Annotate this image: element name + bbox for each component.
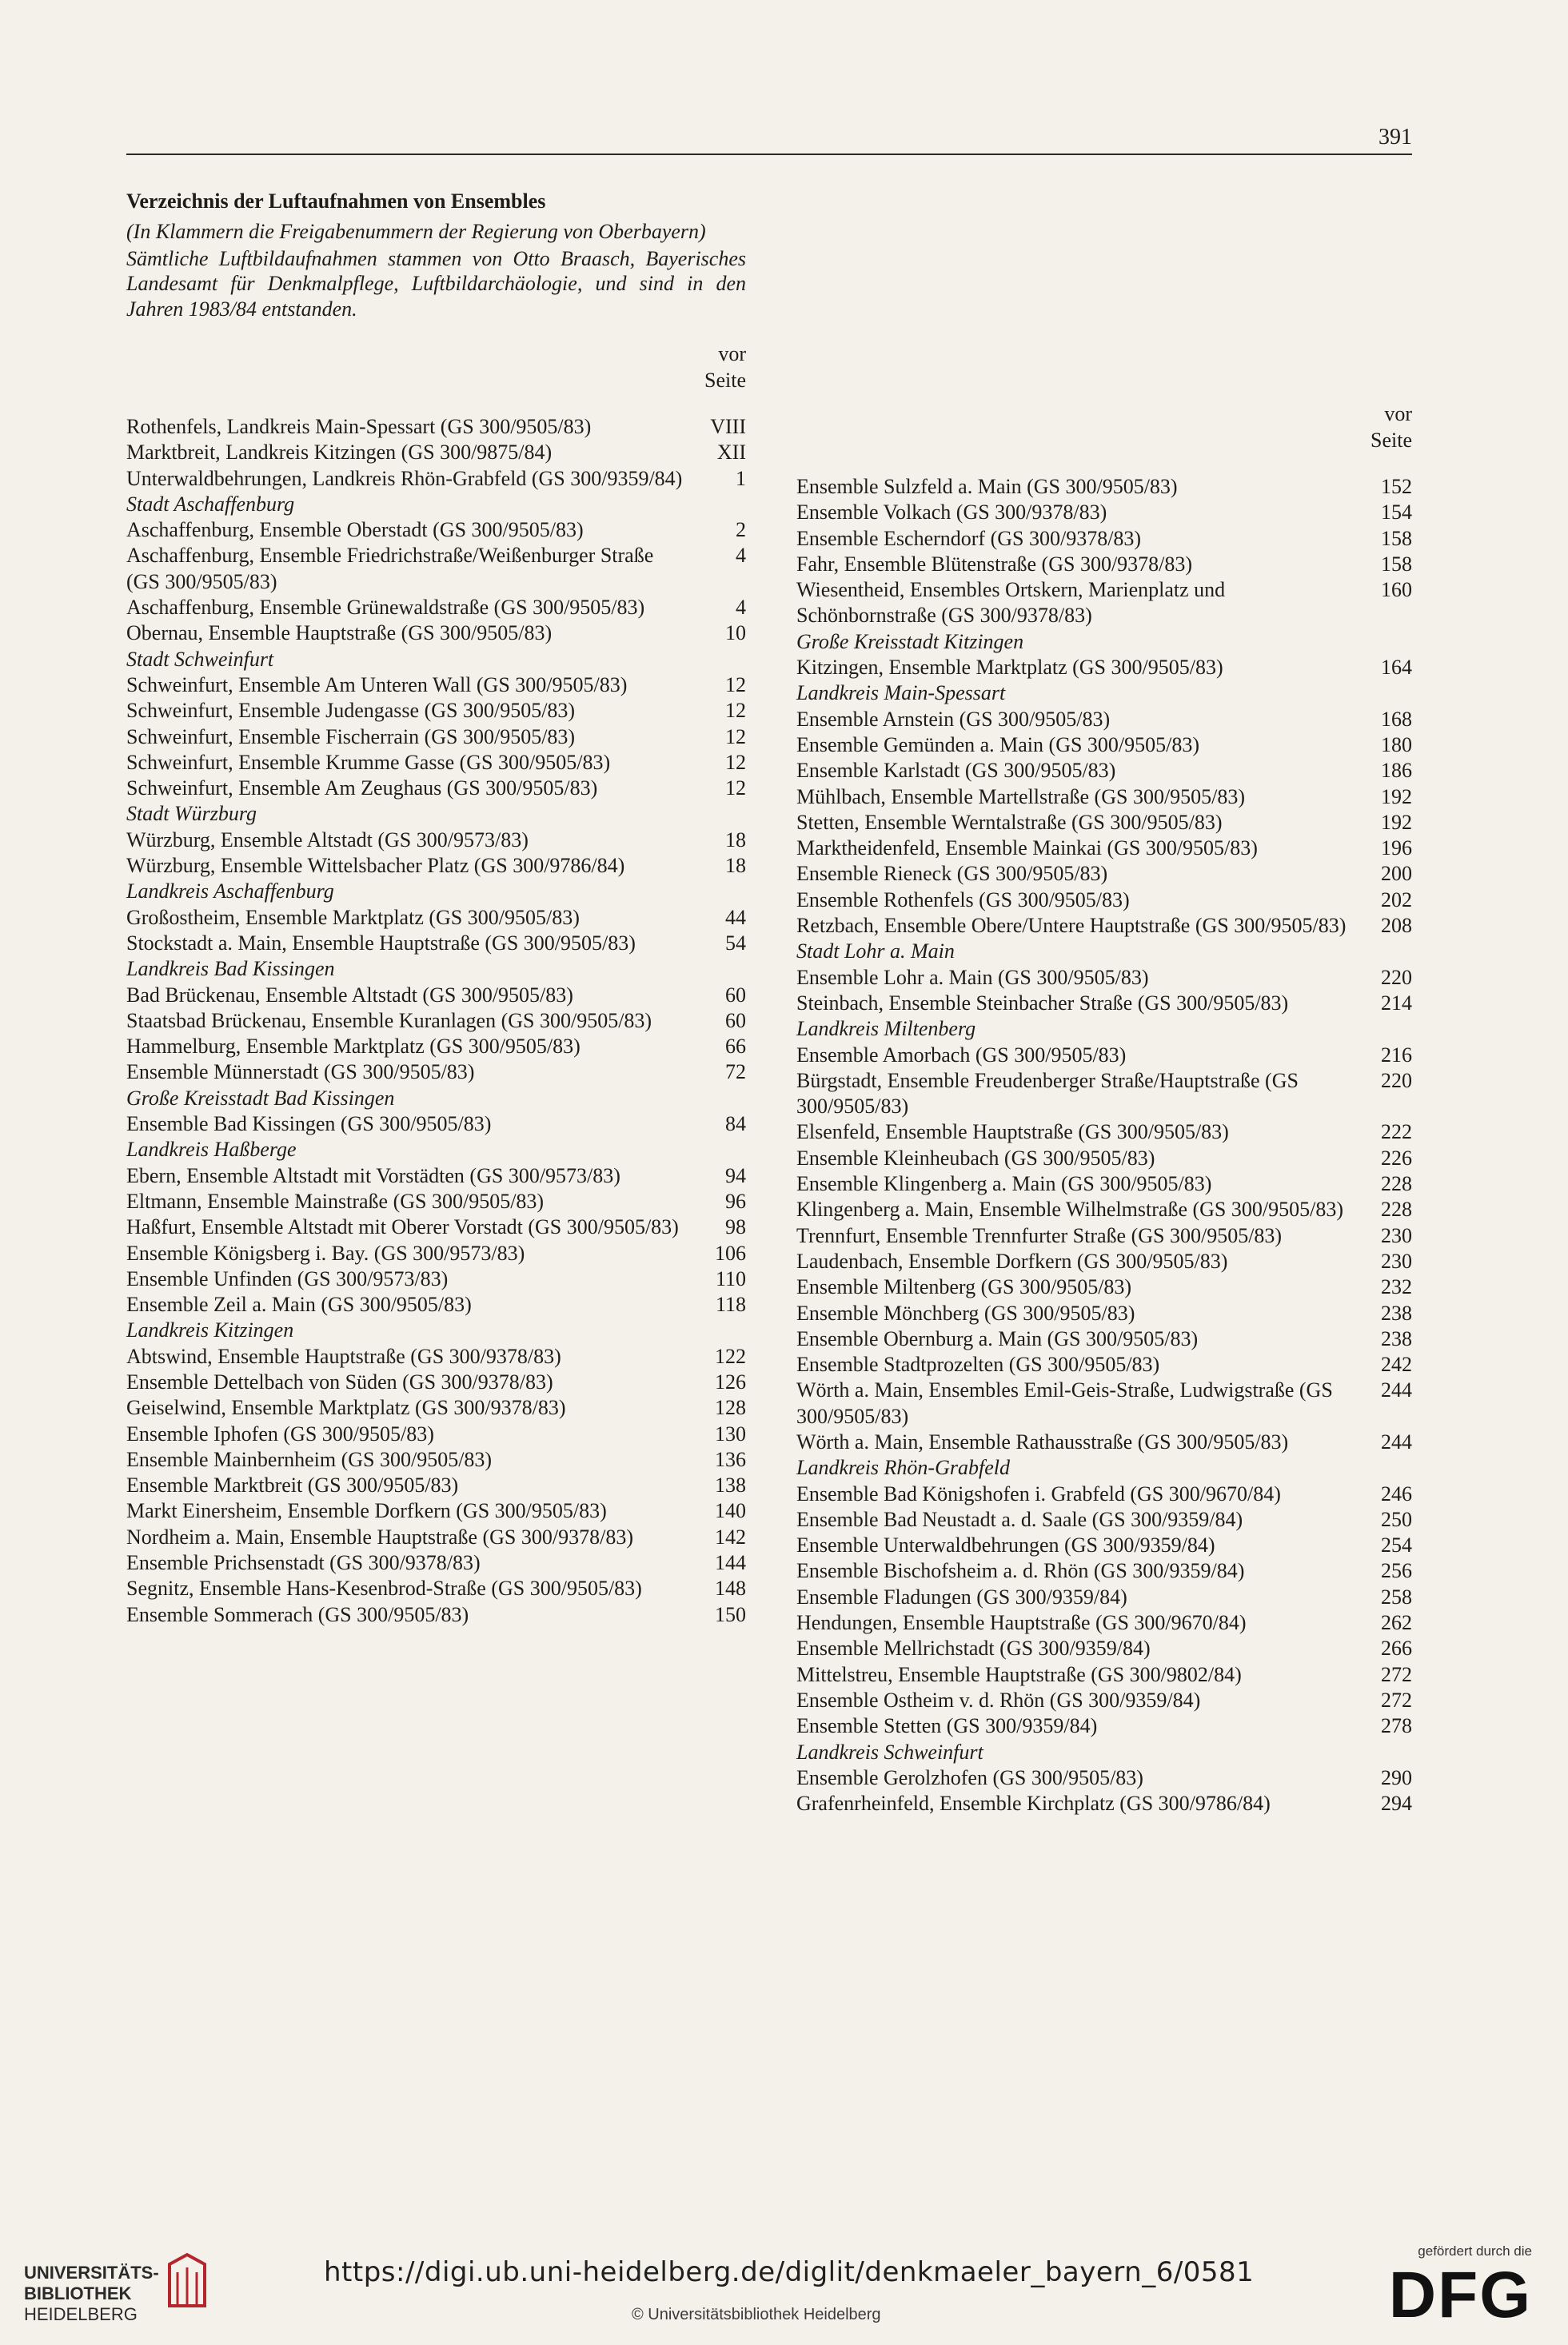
footer-url-link[interactable]: https://digi.ub.uni-heidelberg.de/diglit/denkmaeler_bayern_6/0581	[324, 2256, 1255, 2288]
page-number: 391	[1378, 125, 1412, 150]
entry-text: Ensemble Volkach (GS 300/9378/83)	[796, 501, 1107, 524]
entry-text: Eltmann, Ensemble Mainstraße (GS 300/9505/83)	[126, 1189, 545, 1213]
entry-page: 60	[725, 983, 746, 1007]
section-heading: Stadt Aschaffenburg	[126, 492, 295, 516]
entry-text: Ensemble Unfinden (GS 300/9573/83)	[126, 1266, 449, 1290]
entry-text: Ensemble Kleinheubach (GS 300/9505/83)	[796, 1146, 1155, 1170]
entry-text: Ensemble Stetten (GS 300/9359/84)	[796, 1714, 1098, 1738]
entry-text: Ensemble Miltenberg (GS 300/9505/83)	[796, 1275, 1132, 1299]
entry-text: Schweinfurt, Ensemble Krumme Gasse (GS 300/9505/83)	[126, 750, 611, 774]
entry-page: 148	[715, 1577, 746, 1601]
entry-page: 96	[725, 1189, 746, 1213]
entry-text: Schweinfurt, Ensemble Am Zeughaus (GS 300/9505/83)	[126, 776, 598, 800]
entry-page: 180	[1381, 732, 1412, 756]
index-entry	[126, 983, 746, 1008]
index-entry	[796, 1352, 1412, 1378]
index-entry	[126, 517, 746, 543]
entry-page: 138	[715, 1474, 746, 1498]
index-entry	[126, 750, 746, 776]
index-entry	[126, 543, 746, 595]
entry-text: Wiesentheid, Ensembles Ortskern, Marienplatz und Schönbornstraße (GS 300/9378/83)	[796, 578, 1226, 628]
entry-page: 246	[1381, 1482, 1412, 1506]
entry-text: Marktbreit, Landkreis Kitzingen (GS 300/9875/84)	[126, 441, 553, 465]
index-entry	[126, 1008, 746, 1034]
entry-page: 214	[1381, 991, 1412, 1015]
section-heading: Landkreis Aschaffenburg	[126, 879, 334, 903]
index-entry	[796, 965, 1412, 991]
index-entry	[796, 655, 1412, 680]
entry-page: 168	[1381, 707, 1412, 731]
entry-text: Ensemble Königsberg i. Bay. (GS 300/9573/83)	[126, 1241, 525, 1265]
index-entry	[126, 1241, 746, 1266]
index-entry	[796, 1274, 1412, 1300]
entry-page: 126	[715, 1370, 746, 1394]
entry-text: Stockstadt a. Main, Ensemble Hauptstraße (GS 300/9505/83)	[126, 931, 636, 955]
entry-page: XII	[716, 441, 746, 465]
entry-page: 72	[725, 1060, 746, 1084]
entry-page: 10	[725, 621, 746, 645]
entry-text: Kitzingen, Ensemble Marktplatz (GS 300/9505/83)	[796, 656, 1223, 680]
entry-page: 266	[1381, 1637, 1412, 1661]
entry-page: 1	[736, 466, 746, 490]
index-entry	[126, 595, 746, 620]
entry-page: 278	[1381, 1714, 1412, 1738]
entry-text: Ensemble Obernburg a. Main (GS 300/9505/83)	[796, 1326, 1199, 1350]
index-entry	[796, 1146, 1412, 1171]
entry-page: 144	[715, 1551, 746, 1575]
entry-text: Ensemble Sommerach (GS 300/9505/83)	[126, 1602, 469, 1626]
entry-text: Abtswind, Ensemble Hauptstraße (GS 300/9378/83)	[126, 1344, 561, 1368]
index-entry	[796, 1558, 1412, 1584]
index-entry	[796, 1249, 1412, 1274]
entry-text: Ensemble Rothenfels (GS 300/9505/83)	[796, 887, 1130, 911]
entry-page: 160	[1381, 578, 1412, 602]
entry-text: Laudenbach, Ensemble Dorfkern (GS 300/9505/83)	[796, 1249, 1228, 1273]
entry-text: Ensemble Bad Kissingen (GS 300/9505/83)	[126, 1112, 492, 1136]
entry-text: Obernau, Ensemble Hauptstraße (GS 300/9505/83)	[126, 621, 553, 645]
entry-text: Hammelburg, Ensemble Marktplatz (GS 300/9505/83)	[126, 1035, 581, 1059]
section-heading: Landkreis Schweinfurt	[796, 1740, 983, 1764]
entry-text: Ensemble Escherndorf (GS 300/9378/83)	[796, 526, 1142, 550]
index-entry	[796, 1610, 1412, 1636]
entry-page: 238	[1381, 1326, 1412, 1350]
entry-page: 128	[715, 1396, 746, 1420]
index-entry	[796, 1171, 1412, 1197]
entry-page: 242	[1381, 1353, 1412, 1377]
entry-page: 60	[725, 1008, 746, 1032]
entry-text: Ensemble Marktbreit (GS 300/9505/83)	[126, 1474, 459, 1498]
entry-page: 150	[715, 1602, 746, 1626]
index-entry	[126, 1034, 746, 1059]
entry-page: 262	[1381, 1611, 1412, 1635]
entry-page: 254	[1381, 1533, 1412, 1557]
entry-page: 44	[725, 905, 746, 929]
entry-text: Ensemble Lohr a. Main (GS 300/9505/83)	[796, 965, 1149, 989]
entry-text: Ensemble Zeil a. Main (GS 300/9505/83)	[126, 1293, 472, 1317]
entry-page: 18	[725, 828, 746, 851]
index-entry	[796, 1585, 1412, 1610]
entry-text: Mühlbach, Ensemble Martellstraße (GS 300/9505/83)	[796, 784, 1246, 808]
index-entry	[796, 1791, 1412, 1817]
entry-text: Klingenberg a. Main, Ensemble Wilhelmstraße (GS 300/9505/83)	[796, 1198, 1343, 1222]
entry-text: Steinbach, Ensemble Steinbacher Straße (GS 300/9505/83)	[796, 991, 1289, 1015]
index-entry	[126, 1473, 746, 1498]
index-entry	[126, 1576, 746, 1601]
entry-text: Mittelstreu, Ensemble Hauptstraße (GS 300/9802/84)	[796, 1662, 1242, 1686]
index-entry	[796, 1197, 1412, 1222]
entry-page: 158	[1381, 526, 1412, 550]
entry-text: Bürgstadt, Ensemble Freudenberger Straße/Hauptstraße (GS 300/9505/83)	[796, 1068, 1299, 1119]
index-entry	[126, 440, 746, 465]
index-entry	[796, 1119, 1412, 1145]
left-column	[126, 181, 746, 1628]
index-entry	[796, 474, 1412, 500]
entry-page: 192	[1381, 784, 1412, 808]
index-entry	[126, 1498, 746, 1524]
entry-page: 84	[725, 1112, 746, 1136]
entry-text: Bad Brückenau, Ensemble Altstadt (GS 300/9505/83)	[126, 983, 573, 1007]
entry-text: Ensemble Bad Königshofen i. Grabfeld (GS 300/9670/84)	[796, 1482, 1281, 1506]
vor-label: vor	[718, 342, 746, 365]
index-entry	[796, 1688, 1412, 1713]
entry-page: 12	[725, 699, 746, 723]
entry-page: 18	[725, 854, 746, 878]
entry-text: Trennfurt, Ensemble Trennfurter Straße (GS 300/9505/83)	[796, 1223, 1283, 1247]
right-column	[796, 181, 1412, 1817]
entry-text: Ensemble Mellrichstadt (GS 300/9359/84)	[796, 1637, 1151, 1661]
entry-page: 272	[1381, 1688, 1412, 1712]
index-entry	[126, 853, 746, 879]
index-entry	[796, 810, 1412, 836]
entry-text: Schweinfurt, Ensemble Fischerrain (GS 300/9505/83)	[126, 724, 576, 748]
index-entry	[796, 1223, 1412, 1249]
entry-text: Aschaffenburg, Ensemble Grünewaldstraße (GS 300/9505/83)	[126, 596, 645, 620]
section-heading: Landkreis Miltenberg	[796, 1017, 976, 1041]
index-entry	[126, 414, 746, 440]
entry-page: 186	[1381, 759, 1412, 783]
index-entry	[796, 500, 1412, 525]
entry-page: 106	[715, 1241, 746, 1265]
entry-text: Ensemble Fladungen (GS 300/9359/84)	[796, 1585, 1127, 1609]
index-entry	[126, 1059, 746, 1085]
entry-page: 238	[1381, 1301, 1412, 1325]
index-entry	[126, 724, 746, 750]
entry-page: 4	[736, 596, 746, 620]
index-entry	[796, 1043, 1412, 1068]
footer-copyright: © Universitätsbibliothek Heidelberg	[632, 2306, 881, 2323]
index-entry	[796, 1068, 1412, 1120]
index-entry	[796, 1636, 1412, 1661]
index-entry	[796, 836, 1412, 861]
entry-page: 12	[725, 776, 746, 800]
entry-text: Fahr, Ensemble Blütenstraße (GS 300/9378/83)	[796, 552, 1193, 576]
index-entry	[126, 1214, 746, 1240]
entry-page: 66	[725, 1035, 746, 1059]
section-heading: Stadt Lohr a. Main	[796, 939, 955, 963]
index-entry	[796, 1301, 1412, 1326]
index-entry	[796, 1482, 1412, 1507]
entry-page: 12	[725, 672, 746, 696]
entry-page: 142	[715, 1525, 746, 1549]
index-entry	[796, 526, 1412, 552]
index-entry	[796, 1507, 1412, 1533]
index-entry	[796, 991, 1412, 1016]
entry-page: 226	[1381, 1146, 1412, 1170]
index-entry	[796, 1713, 1412, 1739]
index-entry	[126, 1550, 746, 1576]
index-entry	[126, 828, 746, 853]
entry-text: Stetten, Ensemble Werntalstraße (GS 300/9505/83)	[796, 810, 1223, 834]
vor-seite-header-left	[126, 341, 746, 393]
entry-text: Grafenrheinfeld, Ensemble Kirchplatz (GS 300/9786/84)	[796, 1792, 1271, 1816]
entry-text: Ensemble Mönchberg (GS 300/9505/83)	[796, 1301, 1135, 1325]
intro-credits: Sämtliche Luftbildaufnahmen stammen von Otto Braasch, Bayerisches Landesamt für Denkmalpflege, Luftbildarchäologie, und sind in den Jahren 1983/84 entstanden.	[126, 246, 746, 321]
entry-page: 256	[1381, 1559, 1412, 1583]
section-heading: Landkreis Main-Spessart	[796, 681, 1006, 705]
entry-page: 230	[1381, 1249, 1412, 1273]
entry-text: Nordheim a. Main, Ensemble Hauptstraße (GS 300/9378/83)	[126, 1525, 633, 1549]
entry-text: Ensemble Sulzfeld a. Main (GS 300/9505/83)	[796, 475, 1178, 498]
section-heading: Stadt Würzburg	[126, 802, 257, 826]
entry-text: Ensemble Stadtprozelten (GS 300/9505/83)	[796, 1353, 1160, 1377]
entry-text: Wörth a. Main, Ensembles Emil-Geis-Straße, Ludwigstraße (GS 300/9505/83)	[796, 1378, 1333, 1428]
entry-text: Ensemble Ostheim v. d. Rhön (GS 300/9359/84)	[796, 1688, 1201, 1712]
entry-page: 12	[725, 724, 746, 748]
entry-text: Ensemble Amorbach (GS 300/9505/83)	[796, 1043, 1127, 1067]
entry-text: Ensemble Gerolzhofen (GS 300/9505/83)	[796, 1765, 1143, 1789]
index-entry	[796, 577, 1412, 629]
index-entry	[796, 1533, 1412, 1558]
library-logo-text	[24, 2263, 159, 2325]
entry-text: Großostheim, Ensemble Marktplatz (GS 300/9505/83)	[126, 905, 580, 929]
entry-page: 192	[1381, 810, 1412, 834]
vor-label: vor	[1384, 402, 1412, 425]
entry-text: Ensemble Arnstein (GS 300/9505/83)	[796, 707, 1111, 731]
entry-text: Ensemble Unterwaldbehrungen (GS 300/9359/84)	[796, 1533, 1215, 1557]
entry-text: Würzburg, Ensemble Wittelsbacher Platz (GS 300/9786/84)	[126, 854, 625, 878]
entry-page: 130	[715, 1422, 746, 1446]
entry-text: Ensemble Karlstadt (GS 300/9505/83)	[796, 759, 1116, 783]
index-entry	[126, 466, 746, 492]
entry-text: Ensemble Rieneck (GS 300/9505/83)	[796, 862, 1108, 886]
entry-text: Ensemble Gemünden a. Main (GS 300/9505/83)	[796, 732, 1200, 756]
intro-freigabe: (In Klammern die Freigabenummern der Regierung von Oberbayern)	[126, 220, 706, 243]
seite-label: Seite	[1371, 429, 1412, 452]
index-entry	[796, 1765, 1412, 1791]
section-heading: Große Kreisstadt Bad Kissingen	[126, 1086, 395, 1110]
entry-text: Ensemble Prichsenstadt (GS 300/9378/83)	[126, 1551, 481, 1575]
entry-page: 118	[715, 1293, 746, 1317]
entry-page: 98	[725, 1215, 746, 1239]
entry-page: 94	[725, 1163, 746, 1187]
entry-page: 220	[1381, 965, 1412, 989]
section-heading: Landkreis Bad Kissingen	[126, 957, 335, 981]
page-title: Verzeichnis der Luftaufnahmen von Ensembles	[126, 189, 546, 213]
entry-text: Retzbach, Ensemble Obere/Untere Hauptstraße (GS 300/9505/83)	[796, 914, 1347, 938]
index-entry	[126, 931, 746, 956]
index-entry	[796, 552, 1412, 577]
entry-text: Staatsbad Brückenau, Ensemble Kuranlagen (GS 300/9505/83)	[126, 1008, 652, 1032]
entry-page: 154	[1381, 501, 1412, 524]
index-entry	[126, 1422, 746, 1447]
funding-note: gefördert durch die	[1418, 2243, 1532, 2259]
entry-text: Ensemble Klingenberg a. Main (GS 300/9505/83)	[796, 1172, 1212, 1196]
entry-page: 152	[1381, 475, 1412, 498]
index-entry	[126, 1111, 746, 1137]
entry-text: Unterwaldbehrungen, Landkreis Rhön-Grabfeld (GS 300/9359/84)	[126, 466, 683, 490]
entry-page: 110	[715, 1266, 746, 1290]
entry-text: Schweinfurt, Ensemble Am Unteren Wall (GS 300/9505/83)	[126, 672, 628, 696]
section-heading: Landkreis Rhön-Grabfeld	[796, 1456, 1010, 1480]
entry-text: Haßfurt, Ensemble Altstadt mit Oberer Vorstadt (GS 300/9505/83)	[126, 1215, 679, 1239]
entry-text: Ensemble Bischofsheim a. d. Rhön (GS 300/9359/84)	[796, 1559, 1245, 1583]
index-entry	[796, 913, 1412, 939]
entry-page: 220	[1381, 1068, 1412, 1092]
left-list	[126, 414, 746, 1628]
entry-page: VIII	[710, 415, 746, 438]
entry-page: 164	[1381, 656, 1412, 680]
header-rule	[126, 154, 1412, 155]
section-heading: Stadt Schweinfurt	[126, 647, 274, 671]
index-entry	[796, 1326, 1412, 1352]
entry-page: 136	[715, 1447, 746, 1471]
entry-page: 258	[1381, 1585, 1412, 1609]
entry-page: 250	[1381, 1507, 1412, 1531]
entry-text: Elsenfeld, Ensemble Hauptstraße (GS 300/9505/83)	[796, 1120, 1229, 1144]
entry-text: Ensemble Dettelbach von Süden (GS 300/9378/83)	[126, 1370, 553, 1394]
index-entry	[126, 1163, 746, 1189]
entry-page: 222	[1381, 1120, 1412, 1144]
entry-page: 200	[1381, 862, 1412, 886]
index-entry	[126, 1344, 746, 1370]
index-entry	[796, 784, 1412, 810]
seite-label: Seite	[704, 369, 746, 392]
section-heading: Große Kreisstadt Kitzingen	[796, 629, 1024, 653]
index-entry	[796, 707, 1412, 732]
entry-page: 228	[1381, 1198, 1412, 1222]
entry-page: 122	[715, 1344, 746, 1368]
entry-page: 54	[725, 931, 746, 955]
section-heading: Landkreis Kitzingen	[126, 1318, 294, 1342]
index-entry	[796, 1378, 1412, 1430]
index-entry	[126, 1395, 746, 1421]
index-entry	[126, 698, 746, 724]
index-entry	[126, 1525, 746, 1550]
entry-text: Segnitz, Ensemble Hans-Kesenbrod-Straße (GS 300/9505/83)	[126, 1577, 642, 1601]
entry-page: 272	[1381, 1662, 1412, 1686]
entry-text: Schweinfurt, Ensemble Judengasse (GS 300/9505/83)	[126, 699, 576, 723]
section-heading: Landkreis Haßberge	[126, 1138, 297, 1162]
index-entry	[126, 672, 746, 698]
entry-page: 2	[736, 518, 746, 542]
entry-page: 140	[715, 1499, 746, 1523]
entry-page: 244	[1381, 1430, 1412, 1454]
index-entry	[796, 732, 1412, 758]
entry-text: Aschaffenburg, Ensemble Oberstadt (GS 300/9505/83)	[126, 518, 584, 542]
entry-text: Würzburg, Ensemble Altstadt (GS 300/9573/83)	[126, 828, 529, 851]
entry-text: Geiselwind, Ensemble Marktplatz (GS 300/9378/83)	[126, 1396, 566, 1420]
library-line-3: HEIDELBERG	[24, 2304, 138, 2324]
index-entry	[126, 620, 746, 646]
entry-page: 228	[1381, 1172, 1412, 1196]
entry-text: Markt Einersheim, Ensemble Dorfkern (GS 300/9505/83)	[126, 1499, 607, 1523]
entry-text: Rothenfels, Landkreis Main-Spessart (GS 300/9505/83)	[126, 415, 592, 438]
entry-page: 12	[725, 750, 746, 774]
entry-page: 244	[1381, 1378, 1412, 1402]
library-logo-icon	[163, 2248, 211, 2312]
index-entry	[796, 758, 1412, 784]
entry-page: 202	[1381, 887, 1412, 911]
entry-text: Aschaffenburg, Ensemble Friedrichstraße/Weißenburger Straße (GS 300/9505/83)	[126, 544, 654, 593]
entry-text: Ensemble Bad Neustadt a. d. Saale (GS 300/9359/84)	[796, 1507, 1243, 1531]
entry-text: Wörth a. Main, Ensemble Rathausstraße (GS 300/9505/83)	[796, 1430, 1289, 1454]
entry-text: Ensemble Mainbernheim (GS 300/9505/83)	[126, 1447, 493, 1471]
index-entry	[796, 861, 1412, 887]
dfg-logo: DFG	[1388, 2259, 1532, 2331]
index-entry	[126, 1292, 746, 1318]
index-entry	[796, 1662, 1412, 1688]
entry-page: 230	[1381, 1223, 1412, 1247]
entry-text: Ebern, Ensemble Altstadt mit Vorstädten (GS 300/9573/83)	[126, 1163, 620, 1187]
vor-seite-header-right	[796, 401, 1412, 453]
index-entry	[796, 887, 1412, 913]
entry-page: 232	[1381, 1275, 1412, 1299]
entry-page: 290	[1381, 1765, 1412, 1789]
index-entry	[796, 1430, 1412, 1455]
index-entry	[126, 1602, 746, 1628]
right-list	[796, 474, 1412, 1817]
entry-text: Ensemble Iphofen (GS 300/9505/83)	[126, 1422, 434, 1446]
index-entry	[126, 1447, 746, 1473]
index-entry	[126, 776, 746, 801]
entry-page: 208	[1381, 914, 1412, 938]
entry-page: 4	[736, 544, 746, 568]
index-entry	[126, 1189, 746, 1214]
entry-page: 158	[1381, 552, 1412, 576]
entry-page: 216	[1381, 1043, 1412, 1067]
index-entry	[126, 1266, 746, 1292]
index-entry	[126, 905, 746, 931]
library-line-1: UNIVERSITÄTS-	[24, 2263, 159, 2283]
entry-text: Marktheidenfeld, Ensemble Mainkai (GS 300/9505/83)	[796, 836, 1258, 860]
entry-text: Ensemble Münnerstadt (GS 300/9505/83)	[126, 1060, 475, 1084]
entry-page: 294	[1381, 1792, 1412, 1816]
library-line-2: BIBLIOTHEK	[24, 2283, 132, 2303]
index-entry	[126, 1370, 746, 1395]
entry-text: Hendungen, Ensemble Hauptstraße (GS 300/9670/84)	[796, 1611, 1247, 1635]
entry-page: 196	[1381, 836, 1412, 860]
